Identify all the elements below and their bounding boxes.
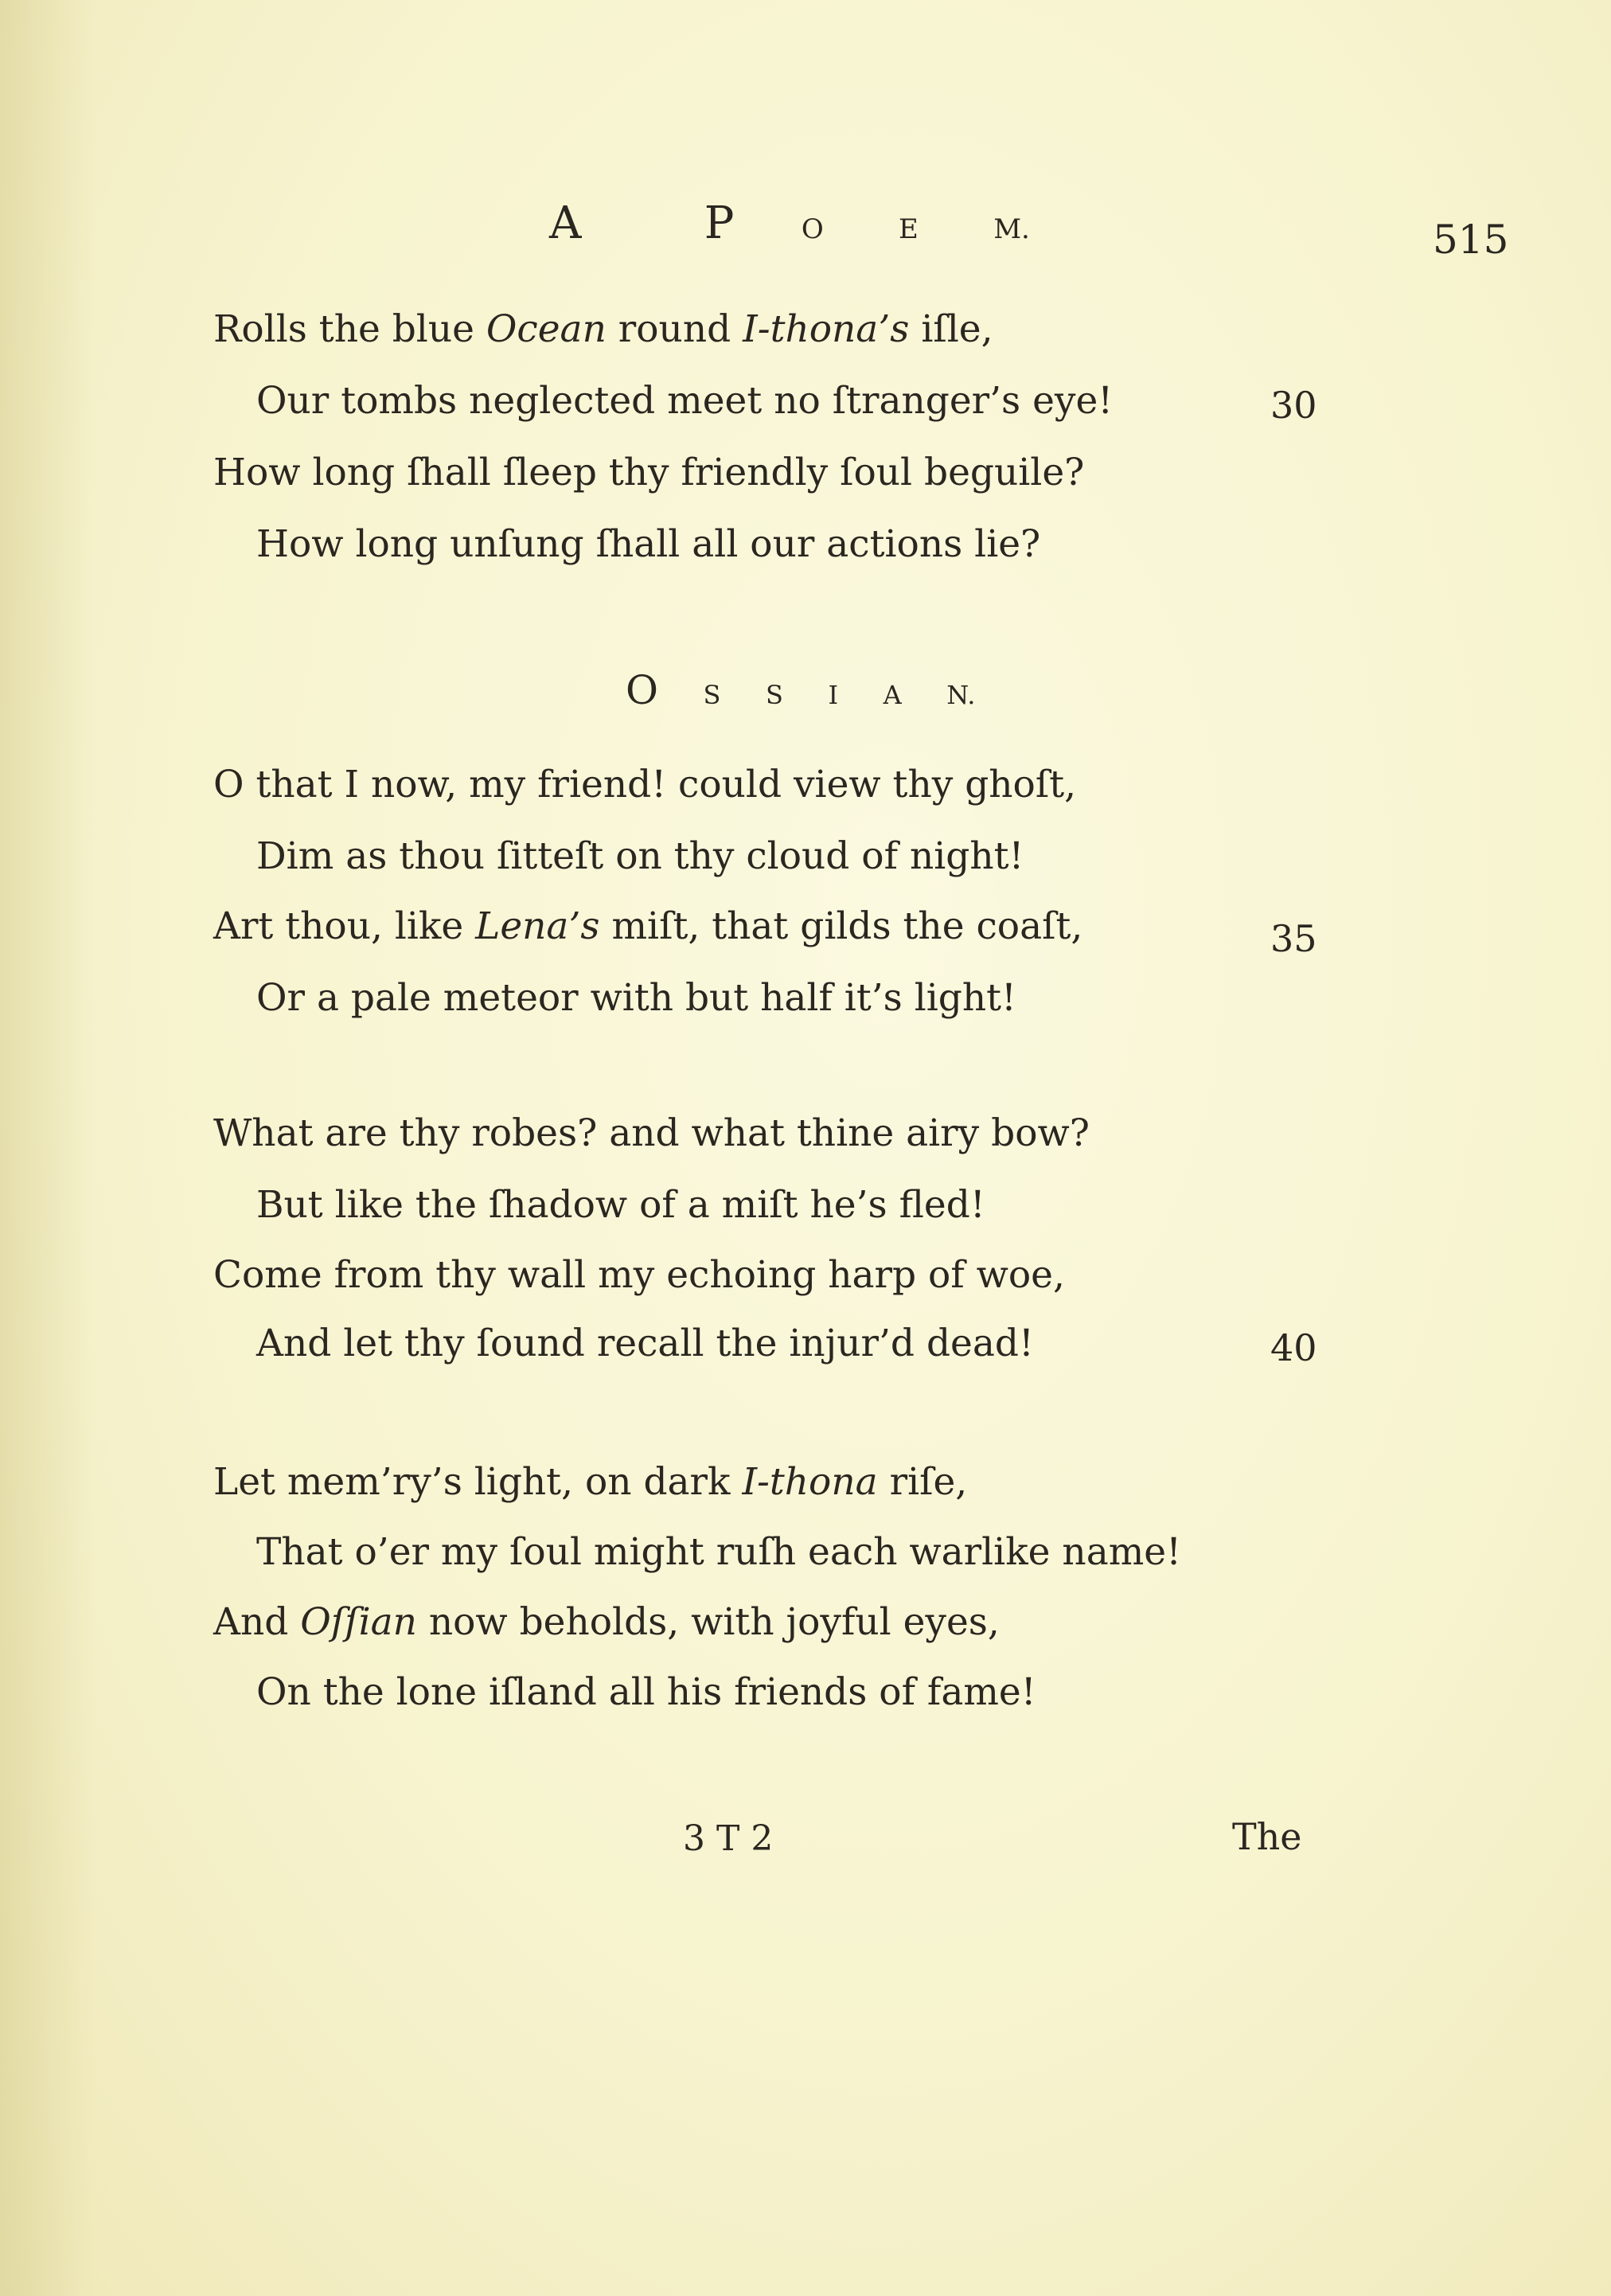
speaker-letter: O (626, 667, 658, 713)
verse-line: That o’er my ſoul might ruſh each warlike name! (256, 1530, 1181, 1574)
running-head (549, 197, 1030, 249)
speaker-heading (626, 667, 975, 713)
verse-line: Or a pale meteor with but half it’s light! (256, 976, 1016, 1020)
running-head-letter: P (704, 197, 735, 249)
verse-line: On the lone iſland all his friends of fame! (256, 1670, 1036, 1714)
speaker-letter: S (703, 680, 721, 710)
verse-text: riſe, (877, 1460, 968, 1504)
verse-line: Our tombs neglected meet no ſtranger’s eye! (256, 379, 1114, 423)
running-head-letter: O (801, 213, 824, 245)
verse-line: And let thy ſound recall the injur’d dead! (256, 1322, 1034, 1365)
verse-text: iſle, (909, 307, 993, 351)
verse-italic: I-thona’s (743, 307, 910, 351)
running-head-letter: A (549, 197, 582, 249)
verse-text: Rolls the blue (213, 307, 486, 351)
page-number: 515 (1433, 217, 1509, 263)
verse-line: Come from thy wall my echoing harp of woe, (213, 1253, 1065, 1297)
running-head-letter: E (899, 213, 919, 245)
line-number: 40 (1270, 1326, 1317, 1369)
verse-line: O that I now, my friend! could view thy ghoſt, (213, 763, 1077, 806)
verse-italic: Ocean (486, 307, 607, 351)
verse-line: Dim as thou ſitteſt on thy cloud of night! (256, 834, 1024, 878)
speaker-letter: I (828, 680, 839, 710)
verse-text: Let mem’ry’s light, on dark (213, 1460, 743, 1504)
verse-line: How long ſhall ſleep thy friendly ſoul beguile? (213, 451, 1085, 494)
verse-line (213, 1460, 968, 1504)
signature-mark: 3 T 2 (683, 1818, 774, 1859)
verse-italic: Oſſian (300, 1600, 417, 1644)
verse-text: round (606, 307, 743, 351)
line-number: 35 (1270, 917, 1317, 960)
speaker-letter: A (883, 680, 902, 710)
verse-line (213, 1600, 1000, 1644)
verse-text: Art thou, like (213, 904, 476, 948)
verse-text: And (213, 1600, 301, 1644)
verse-text: now beholds, with joyful eyes, (416, 1600, 1000, 1644)
verse-line: What are thy robes? and what thine airy bow? (213, 1111, 1090, 1155)
verse-italic: I-thona (742, 1460, 878, 1504)
verse-text: miſt, that gilds the coaſt, (599, 904, 1083, 948)
running-head-letter: M. (993, 213, 1030, 245)
speaker-letter: S (765, 680, 783, 710)
verse-line: But like the ſhadow of a miſt he’s fled! (256, 1183, 985, 1227)
verse-line (213, 904, 1083, 948)
catchword: The (1232, 1815, 1302, 1858)
verse-line (213, 307, 993, 351)
verse-line: How long unſung ſhall all our actions lie? (256, 522, 1041, 566)
line-number: 30 (1270, 384, 1317, 427)
page-edge-shading (0, 0, 96, 2296)
speaker-letter: N. (946, 680, 976, 710)
verse-italic: Lena’s (475, 904, 600, 948)
